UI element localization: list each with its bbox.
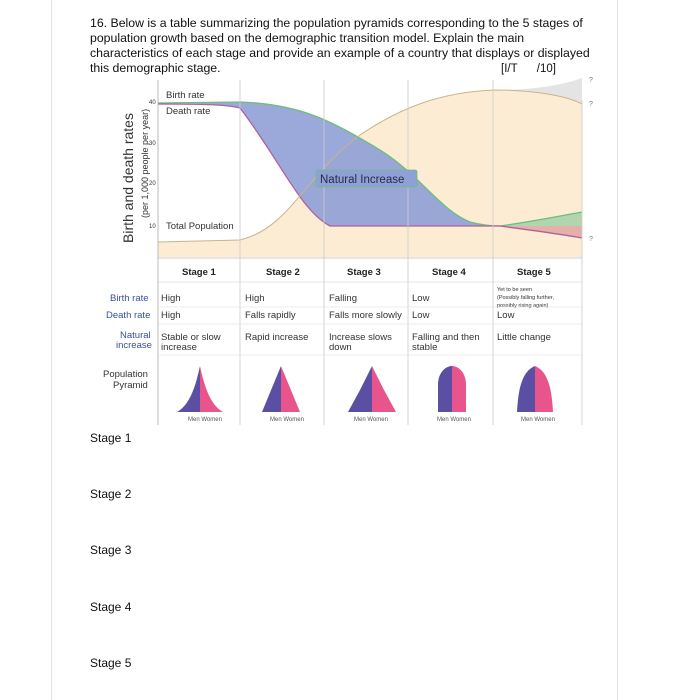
row-label-death-rate: Death rate xyxy=(106,310,151,321)
y-axis-subtitle: (per 1,000 people per year) xyxy=(140,108,150,218)
total-population-label: Total Population xyxy=(166,221,234,232)
cell-birth-rate: High xyxy=(245,293,265,304)
cell-natural: Increase slows xyxy=(329,332,392,343)
question-text: 16. Below is a table summarizing the population pyramids corresponding to the 5 stages of population growth based on the demographic transition model. Explain the main characteristics of each stage and provide an example of a country that displays or displayed this demographic stage. xyxy=(90,16,590,75)
pyramid-legend: Men Women xyxy=(521,417,555,423)
pyramid-stage-3 xyxy=(348,366,396,412)
pyramid-legend: Men Women xyxy=(354,417,388,423)
cell-natural: stable xyxy=(412,342,438,353)
stage-header: Stage 2 xyxy=(266,267,300,278)
cell-death-rate: Falls more slowly xyxy=(329,310,402,321)
row-label-birth-rate: Birth rate xyxy=(110,293,149,304)
cell-death-rate: Low xyxy=(497,310,515,321)
cell-birth-rate: High xyxy=(161,293,181,304)
cell-death-rate: Falls rapidly xyxy=(245,310,296,321)
stage-header: Stage 4 xyxy=(432,267,466,278)
cell-natural: Falling and then xyxy=(412,332,480,343)
cell-natural: Rapid increase xyxy=(245,332,309,343)
stage-header: Stage 5 xyxy=(517,267,551,278)
pyramid-stage-2 xyxy=(262,366,300,412)
row-label-natural-2: increase xyxy=(116,340,152,351)
stage5-note: Yet to be seen xyxy=(497,287,532,293)
answer-label-stage-3: Stage 3 xyxy=(90,543,132,557)
cell-natural: increase xyxy=(161,342,197,353)
pyramid-legend: Men Women xyxy=(270,417,304,423)
stage5-note: possibly rising again) xyxy=(497,303,549,309)
answer-label-stage-2: Stage 2 xyxy=(90,487,132,501)
cell-death-rate: Low xyxy=(412,310,430,321)
pyramid-legend: Men Women xyxy=(188,417,222,423)
y-axis-title: Birth and death rates xyxy=(120,113,136,243)
marks-right: /10] xyxy=(536,63,556,75)
birth-rate-label: Birth rate xyxy=(166,90,205,101)
answer-label-stage-1: Stage 1 xyxy=(90,431,132,445)
pyramid-stage-4 xyxy=(438,366,466,412)
question-mark: ? xyxy=(589,236,593,243)
pyramid-stage-1 xyxy=(177,366,223,412)
y-tick-label: 40 xyxy=(149,100,156,106)
stage-header: Stage 1 xyxy=(182,267,216,278)
death-rate-label: Death rate xyxy=(166,106,211,117)
question-mark: ? xyxy=(589,101,593,108)
row-label-pyramid-2: Pyramid xyxy=(113,380,148,391)
stage5-note: (Possibly falling further, xyxy=(497,295,554,301)
cell-birth-rate: Low xyxy=(412,293,430,304)
row-label-pyramid-1: Population xyxy=(103,369,148,380)
y-tick-label: 30 xyxy=(149,141,156,147)
row-label-natural-1: Natural xyxy=(120,330,151,341)
cell-natural: down xyxy=(329,342,352,353)
stage-header: Stage 3 xyxy=(347,267,381,278)
pyramid-legend: Men Women xyxy=(437,417,471,423)
cell-natural: Stable or slow xyxy=(161,332,221,343)
natural-increase-label: Natural Increase xyxy=(320,174,405,186)
cell-death-rate: High xyxy=(161,310,181,321)
cell-natural: Little change xyxy=(497,332,551,343)
y-tick-label: 20 xyxy=(149,181,156,187)
marks-left: [I/T xyxy=(501,63,518,75)
pyramid-stage-5 xyxy=(517,366,553,412)
answer-label-stage-4: Stage 4 xyxy=(90,600,132,614)
cell-birth-rate: Falling xyxy=(329,293,357,304)
question-mark: ? xyxy=(589,77,593,84)
y-tick-label: 10 xyxy=(149,224,156,230)
answer-label-stage-5: Stage 5 xyxy=(90,656,132,670)
